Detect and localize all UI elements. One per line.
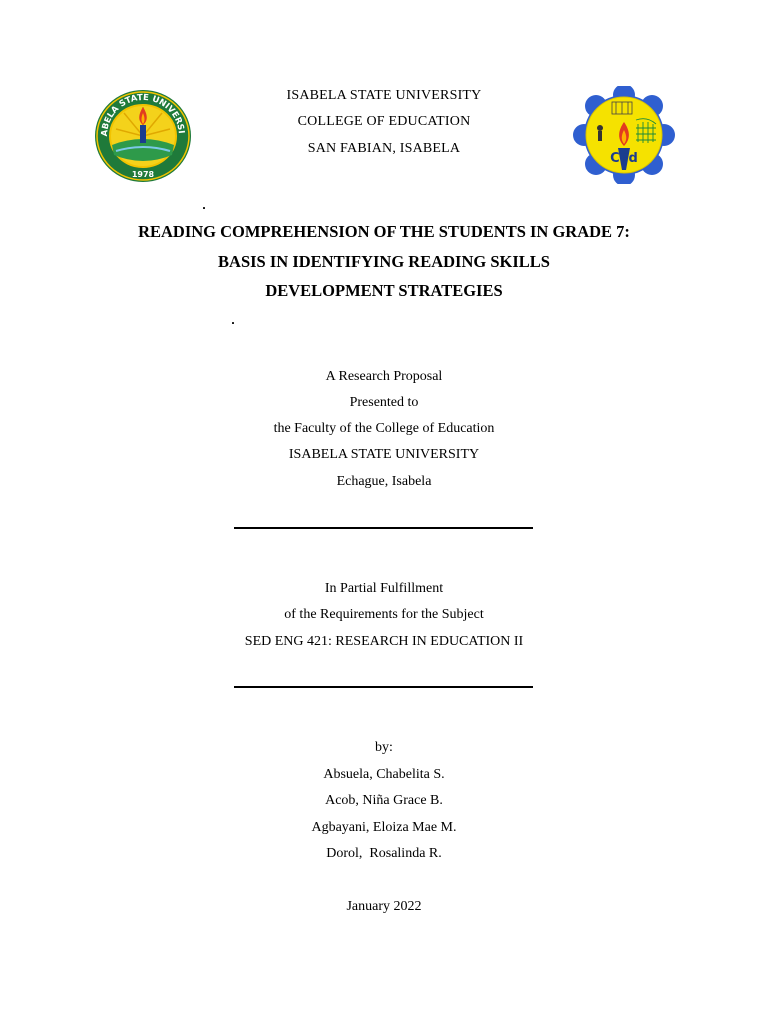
seal-year: 1978 <box>131 170 155 179</box>
author-name: Acob, Niña Grace B. <box>325 793 443 808</box>
seal-ring-text: ABELA STATE UNIVERSI <box>99 92 186 137</box>
divider-rule <box>234 686 533 688</box>
header-campus: SAN FABIAN, ISABELA <box>307 141 461 156</box>
divider-rule <box>234 527 533 529</box>
stray-dot <box>203 207 205 209</box>
proposal-line-3: the Faculty of the College of Education <box>273 421 495 436</box>
proposal-line-4: ISABELA STATE UNIVERSITY <box>288 447 480 462</box>
ced-logo-text: CEd <box>610 151 638 166</box>
author-name: Absuela, Chabelita S. <box>323 767 445 782</box>
title-line-2: BASIS IN IDENTIFYING READING SKILLS <box>218 252 550 271</box>
fulfillment-line-3: SED ENG 421: RESEARCH IN EDUCATION II <box>244 634 524 649</box>
by-label: by: <box>375 740 393 755</box>
title-line-3: DEVELOPMENT STRATEGIES <box>265 281 503 300</box>
author-name: Dorol, Rosalinda R. <box>326 846 442 861</box>
proposal-line-5: Echague, Isabela <box>336 474 432 489</box>
date: January 2022 <box>346 899 422 914</box>
header-college: COLLEGE OF EDUCATION <box>297 114 471 129</box>
fulfillment-line-1: In Partial Fulfillment <box>324 581 444 596</box>
stray-dot <box>232 322 234 324</box>
author-name: Agbayani, Eloiza Mae M. <box>311 820 457 835</box>
proposal-line-1: A Research Proposal <box>325 369 443 384</box>
proposal-line-2: Presented to <box>349 395 419 410</box>
header-university: ISABELA STATE UNIVERSITY <box>286 88 482 103</box>
fulfillment-line-2: of the Requirements for the Subject <box>284 607 484 622</box>
title-line-1: READING COMPREHENSION OF THE STUDENTS IN GRADE 7: <box>138 222 630 241</box>
